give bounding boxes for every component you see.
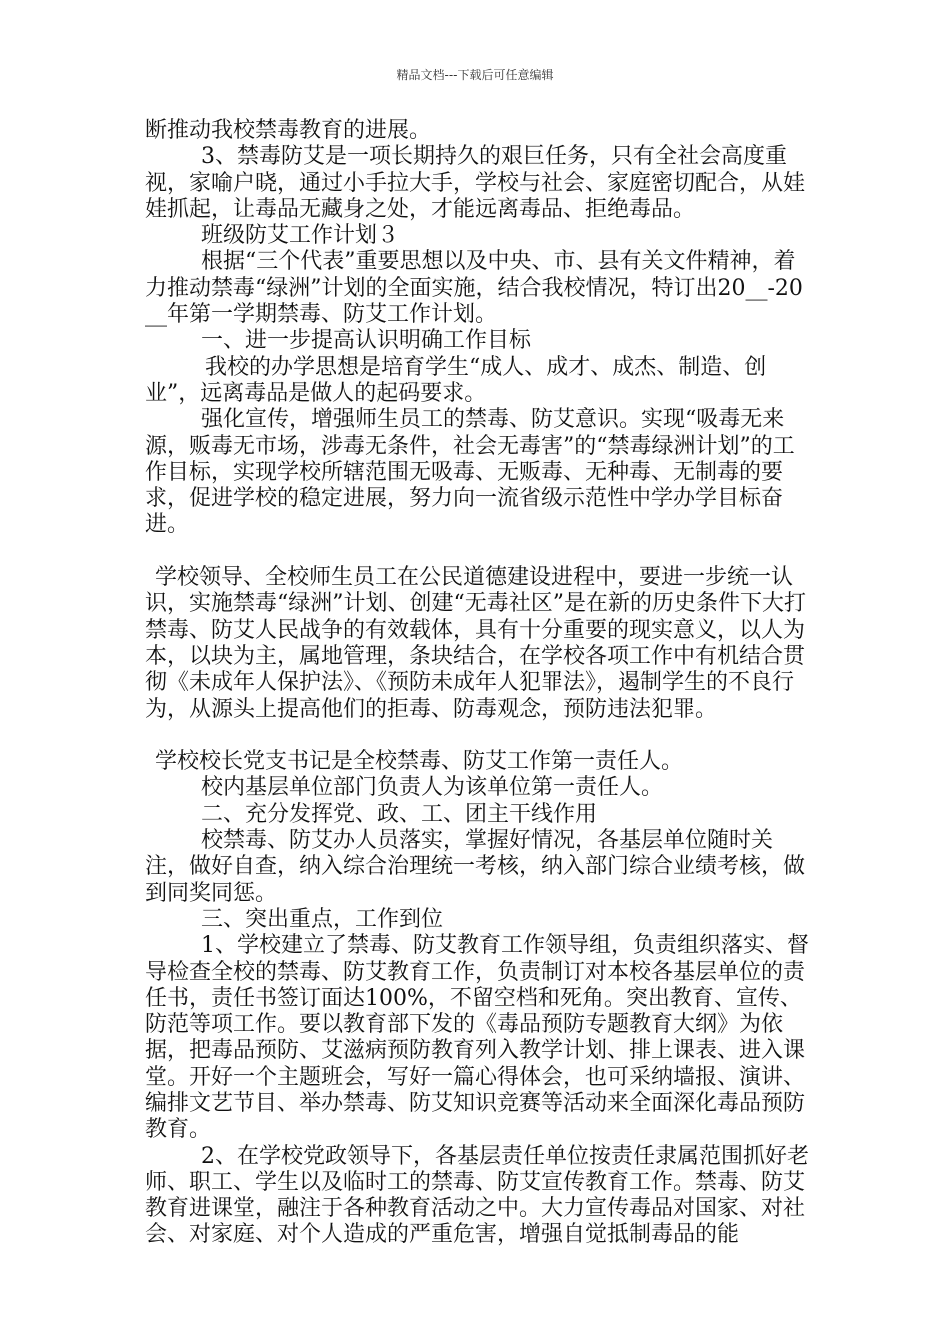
paragraph: 学校领导、全校师生员工在公民道德建设进程中，要进一步统一认识，实施禁毒“绿洲”计划、创建“无毒社区”是在新的历史条件下大打禁毒、防艾人民战争的有效载体，具有十分重要的现实意义，以人为本，以块为主，属地管理，条块结合，在学校各项工作中有机结合贯彻《未成年人保护法》、《预防未成年人犯罪法》，遏制学生的不良行为，从源头上提高他们的拒毒、防毒观念，预防违法犯罪。 (145, 565, 806, 722)
paragraph: 三、突出重点，工作到位 (201, 906, 444, 932)
paragraph: 1、学校建立了禁毒、防艾教育工作领导组，负责组织落实、督导检查全校的禁毒、防艾教育工作，负责制订对本校各基层单位的责任书，责任书签订面达100%，不留空档和死角。突出教育、宣传、防范等项工作。要以教育部下发的《毒品预防专题教育大纲》为依据，把毒品预防、艾滋病预防教育列入教学计划、排上课表、进入课堂。开好一个主题班会，写好一篇心得体会，也可采纳墙报、演讲、编排文艺节目、举办禁毒、防艾知识竞赛等活动来全面深化毒品预防教育。 (145, 933, 809, 1143)
paragraph: 校禁毒、防艾办人员落实，掌握好情况，各基层单位随时关注，做好自查，纳入综合治理统一考核，纳入部门综合业绩考核，做到同奖同惩。 (145, 828, 806, 906)
blank-line (145, 723, 810, 749)
blank-line (145, 539, 810, 565)
paragraph: 校内基层单位部门负责人为该单位第一责任人。 (201, 775, 664, 801)
page-header: 精品文档---下载后可任意编辑 (396, 68, 554, 82)
paragraph: 我校的办学思想是培育学生“成人、成才、成杰、制造、创业”，远离毒品是做人的起码要求。 (145, 354, 767, 406)
document-body (145, 118, 810, 1249)
paragraph: 二、充分发挥党、政、工、团主干线作用 (201, 801, 598, 827)
paragraph: 根据“三个代表”重要思想以及中央、市、县有关文件精神，着力推动禁毒“绿洲”计划的全面实施，结合我校情况，特订出20__-20__年第一学期禁毒、防艾工作计划。 (145, 249, 803, 328)
paragraph: 学校校长党支书记是全校禁毒、防艾工作第一责任人。 (155, 749, 684, 775)
paragraph: 2、在学校党政领导下，各基层责任单位按责任隶属范围抓好老师、职工、学生以及临时工的禁毒、防艾宣传教育工作。禁毒、防艾教育进课堂，融注于各种教育活动之中。大力宣传毒品对国家、对社会、对家庭、对个人造成的严重危害，增强自觉抵制毒品的能 (145, 1143, 809, 1248)
paragraph: 3、禁毒防艾是一项长期持久的艰巨任务，只有全社会高度重视，家喻户晓，通过小手拉大手，学校与社会、家庭密切配合，从娃娃抓起，让毒品无藏身之处，才能远离毒品、拒绝毒品。 (145, 144, 806, 222)
paragraph: 一、进一步提高认识明确工作目标 (201, 328, 532, 354)
paragraph: 断推动我校禁毒教育的进展。 (145, 118, 432, 143)
paragraph: 班级防艾工作计划３ (201, 223, 400, 249)
paragraph: 强化宣传，增强师生员工的禁毒、防艾意识。实现“吸毒无来源，贩毒无市场，涉毒无条件，社会无毒害”的“禁毒绿洲计划”的工作目标，实现学校所辖范围无吸毒、无贩毒、无种毒、无制毒的要求，促进学校的稳定进展，努力向一流省级示范性中学办学目标奋进。 (145, 407, 795, 538)
